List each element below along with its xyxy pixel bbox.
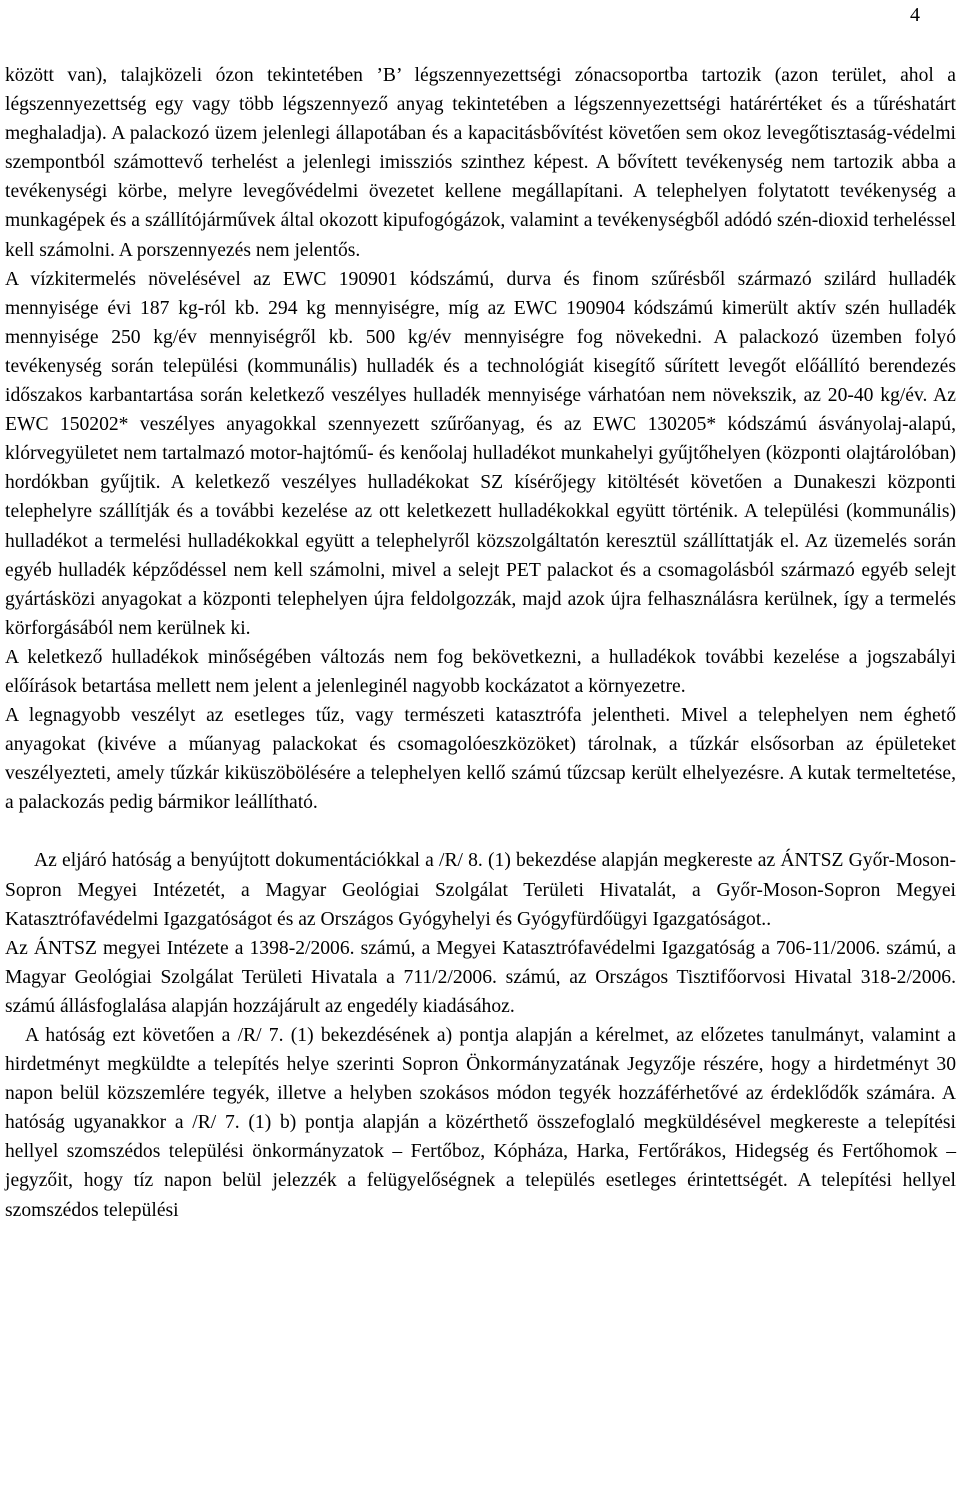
paragraph-fire-risk: A legnagyobb veszélyt az esetleges tűz, vagy természeti katasztrófa jelentheti. Mivel a telephelyen nem éghető anyagokat (kivéve a műanyag palackokat és csomagolóeszközöket) tárolnak, a tűzkár elsősorban az épületeket veszélyezteti, amely tűzkár kiküszöbölésére a telephelyen kellő számú tűzcsap került elhelyezésre. A kutak termeltetése, a palackozás pedig bármikor leállítható. [5, 705, 956, 814]
document-body [5, 61, 956, 1225]
paragraph-waste-quality: A keletkező hulladékok minőségében változás nem fog bekövetkezni, a hulladékok további kezelése a jogszabályi előírások betartása mellett nem jelent a jelenleginél nagyobb kockázatot a környezetre. [5, 646, 956, 697]
paragraph-air-quality: között van), talajközeli ózon tekintetében ’B’ légszennyezettségi zónacsoportba tartozik (azon terület, ahol a légszennyezettség egy vagy több légszennyező anyag tekintetében a légszennyezettségi határértéket és a tűréshatárt meghaladja). A palackozó üzem jelenlegi állapotában és a kapacitásbővítést követően sem okoz levegőtisztaság-védelmi szempontból számottevő terhelést a jelenlegi imissziós szinthez képest. A bővített tevékenység nem tartozik abba a tevékenységi körbe, melyre levegővédelmi övezetet kellene megállapítani. A telephelyen folytatott tevékenység a munkagépek és a szállítójárművek által okozott kipufogógázok, valamint a tevékenységből adódó szén-dioxid terheléssel kell számolni. A porszennyezés nem jelentős. [5, 65, 956, 261]
paragraph-authority-consultation: Az eljáró hatóság a benyújtott dokumentációkkal a /R/ 8. (1) bekezdése alapján megkereste az ÁNTSZ Győr-Moson-Sopron Megyei Intézetét, a Magyar Geológiai Szolgálat Területi Hivatalát, a Győr-Moson-Sopron Megyei Katasztrófavédelmi Igazgatóságot és az Országos Gyógyhelyi és Gyógyfürdőügyi Igazgatóságot.. [5, 850, 956, 930]
page-number: 4 [910, 4, 920, 26]
paragraph-waste: A vízkitermelés növelésével az EWC 190901 kódszámú, durva és finom szűrésből származó szilárd hulladék mennyisége évi 187 kg-ról kb. 294 kg mennyiségre, míg az EWC 190904 kódszámú kimerült aktív szén hulladék mennyisége 250 kg/év mennyiségről kb. 500 kg/év mennyiségre fog növekedni. A palackozó üzemben folyó tevékenység során települési (kommunális) hulladék és a technológiát kisegítő sűrített levegőt előállító berendezés időszakos karbantartása során keletkező veszélyes hulladék mennyisége várhatóan nem növekszik, az 20-40 kg/év. Az EWC 150202* veszélyes anyagokkal szennyezett szűrőanyag, és az EWC 130205* kódszámú ásványolaj-alapú, klórvegyületet nem tartalmazó motor-hajtómű- és kenőolaj hulladékot munkahelyi gyűjtőhelyen (központi olajtárolóban) hordókban gyűjtik. A keletkező veszélyes hulladékokat SZ kísérőjegy kitöltését követően a Dunakeszi központi telephelyre szállítják és a további kezelése az ott keletkezett hulladékokkal együtt történik. A települési (kommunális) hulladékot a termelési hulladékokkal együtt a telephelyről közszolgáltatón keresztül szállíttatják el. Az üzemelés során egyéb hulladék képződéssel nem kell számolni, mivel a selejt PET palackot és a csomagolásból származó egyéb selejt gyártásközi anyagokat a központi telephelyen újra feldolgozzák, majd azok újra felhasználásra kerülnek, így a termelés körforgásából nem kerülnek ki. [5, 268, 956, 639]
paragraph-authority-approvals: Az ÁNTSZ megyei Intézete a 1398-2/2006. számú, a Megyei Katasztrófavédelmi Igazgatóság a 706-11/2006. számú, a Magyar Geológiai Szolgálat Területi Hivatala a 711/2/2006. számú, az Országos Tisztifőorvosi Hivatal 318-2/2006. számú állásfoglalása alapján hozzájárult az engedély kiadásához. [5, 937, 956, 1017]
paragraph-public-notice: A hatóság ezt követően a /R/ 7. (1) bekezdésének a) pontja alapján a kérelmet, az előzetes tanulmányt, valamint a hirdetményt megküldte a telepítés helye szerinti Sopron Önkormányzatának Jegyzője részére, hogy a hirdetményt 30 napon belül közszemlére tegyék, illetve a helyben szokásos módon tegyék hozzáférhetővé az érdeklődők számára. A hatóság ugyanakkor a /R/ 7. (1) b) pontja alapján a közérthető összefoglaló megküldésével megkereste a telepítési hellyel szomszédos települési önkormányzatok – Fertőboz, Kópháza, Harka, Fertőrákos, Hidegség és Fertőhomok – jegyzőit, hogy tíz napon belül jelezzék a felügyelőségnek a település esetleges érintettségét. A telepítési hellyel szomszédos települési [5, 1025, 956, 1221]
